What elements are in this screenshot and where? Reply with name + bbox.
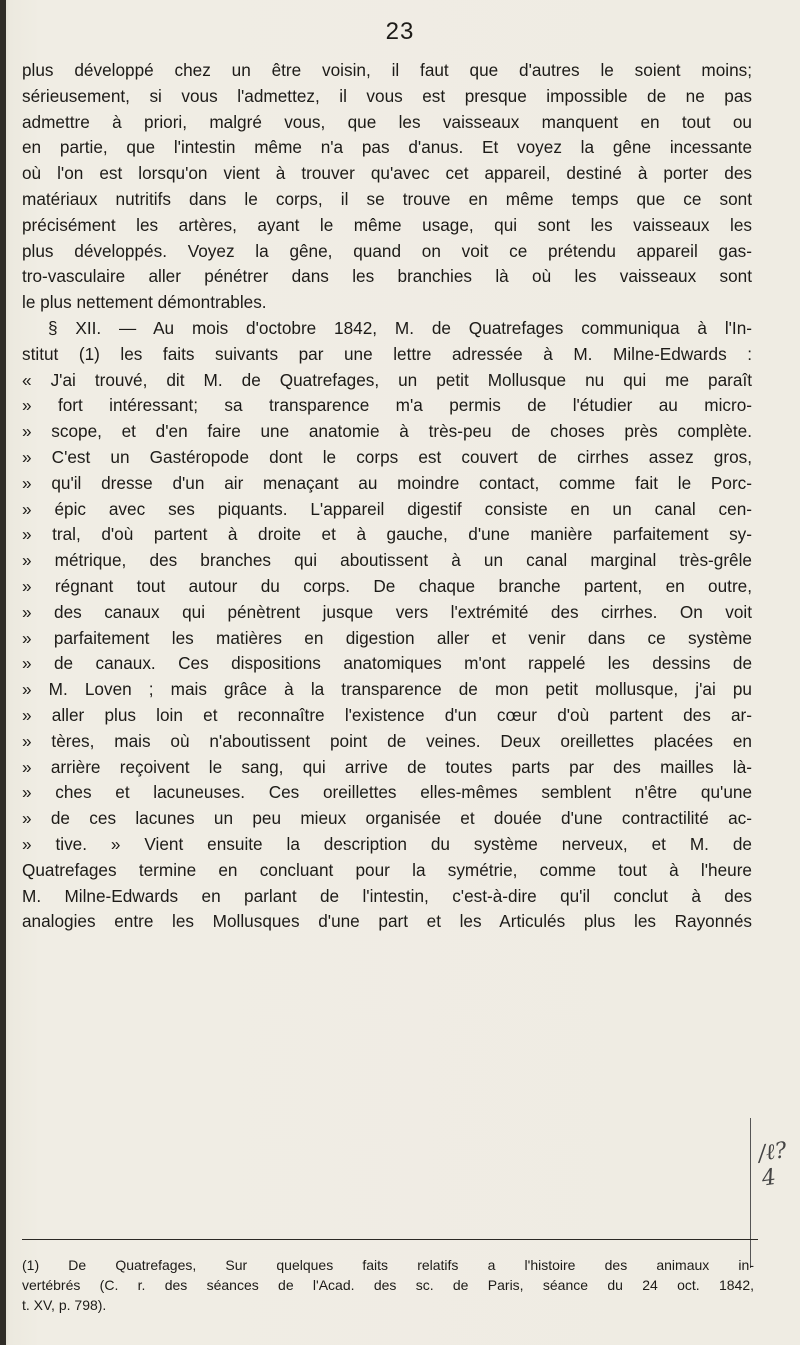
footnote-line: t. XV, p. 798).: [22, 1297, 107, 1313]
text-line: admettre à priori, malgré vous, que les vaisseaux manquent en tout ou: [22, 111, 752, 132]
quote-line: » tive. » Vient ensuite la description du système nerveux, et M. de: [22, 833, 752, 854]
quote-line: » des canaux qui pénètrent jusque vers l'extrémité des cirrhes. On voit: [22, 601, 752, 622]
quote-line: » fort intéressant; sa transparence m'a permis de l'étudier au micro-: [22, 395, 752, 416]
section-heading-line: § XII. — Au mois d'octobre 1842, M. de Quatrefages communiqua à l'In-: [48, 317, 752, 338]
quote-line: » C'est un Gastéropode dont le corps est couvert de cirrhes assez gros,: [22, 446, 752, 467]
text-line: matériaux nutritifs dans le corps, il se trouve en même temps que ce sont: [22, 188, 752, 209]
footnote: [22, 1255, 754, 1315]
text-line: en partie, que l'intestin même n'a pas d'anus. Et voyez la gêne incessante: [22, 137, 752, 158]
footnote-divider: [22, 1239, 758, 1240]
text-line: Quatrefages termine en concluant pour la symétrie, comme tout à l'heure: [22, 859, 752, 880]
text-line: où l'on est lorsqu'on vient à trouver qu'avec cet appareil, destiné à porter des: [22, 163, 752, 184]
quote-line: » ches et lacuneuses. Ces oreillettes elles-mêmes semblent n'être qu'une: [22, 782, 752, 803]
quote-line: » M. Loven ; mais grâce à la transparence de mon petit mollusque, j'ai pu: [22, 679, 752, 700]
quote-line: » métrique, des branches qui aboutissent à un canal marginal très-grêle: [22, 550, 752, 571]
quote-line: » aller plus loin et reconnaître l'existence d'un cœur d'où partent des ar-: [22, 704, 752, 725]
footnote-line: vertébrés (C. r. des séances de l'Acad. des sc. de Paris, séance du 24 oct. 1842,: [22, 1277, 754, 1293]
handwritten-margin-note: /ℓ?4: [756, 1138, 789, 1192]
text-line: sérieusement, si vous l'admettez, il vous est presque impossible de ne pas: [22, 85, 752, 106]
quote-line: » tères, mais où n'aboutissent point de veines. Deux oreillettes placées en: [22, 730, 752, 751]
quote-line: » parfaitement les matières en digestion aller et venir dans ce système: [22, 627, 752, 648]
quote-line: » de canaux. Ces dispositions anatomiques m'ont rappelé les dessins de: [22, 653, 752, 674]
quote-line: » qu'il dresse d'un air menaçant au moindre contact, comme fait le Porc-: [22, 472, 752, 493]
quote-line: « J'ai trouvé, dit M. de Quatrefages, un petit Mollusque nu qui me paraît: [22, 369, 752, 390]
quote-line: » de ces lacunes un peu mieux organisée et douée d'une contractilité ac-: [22, 808, 752, 829]
text-line: plus développé chez un être voisin, il faut que d'autres le soient moins;: [22, 60, 752, 80]
text-line: plus développés. Voyez la gêne, quand on voit ce prétendu appareil gas-: [22, 240, 752, 261]
margin-mark: [750, 1118, 751, 1268]
text-line: précisément les artères, ayant le même usage, qui sont les vaisseaux les: [22, 214, 752, 235]
text-line: M. Milne-Edwards en parlant de l'intestin, c'est-à-dire qu'il conclut à des: [22, 885, 752, 906]
quote-line: » épic avec ses piquants. L'appareil digestif consiste en un canal cen-: [22, 498, 752, 519]
quote-line: » régnant tout autour du corps. De chaque branche partent, en outre,: [22, 575, 752, 596]
quote-line: » arrière reçoivent le sang, qui arrive de toutes parts par des mailles là-: [22, 756, 752, 777]
text-line: le plus nettement démontrables.: [22, 292, 267, 313]
main-text: [22, 58, 752, 935]
footnote-line: (1) De Quatrefages, Sur quelques faits relatifs a l'histoire des animaux in-: [22, 1257, 754, 1273]
page-binding-edge: [0, 0, 6, 1345]
text-line: analogies entre les Mollusques d'une part et les Articulés plus les Rayonnés: [22, 911, 752, 932]
text-line: stitut (1) les faits suivants par une lettre adressée à M. Milne-Edwards :: [22, 343, 752, 364]
text-line: tro-vasculaire aller pénétrer dans les branchies là où les vaisseaux sont: [22, 266, 752, 287]
quote-line: » tral, d'où partent à droite et à gauche, d'une manière parfaitement sy-: [22, 524, 752, 545]
page-number: 23: [385, 18, 415, 45]
quote-line: » scope, et d'en faire une anatomie à très-peu de choses près complète.: [22, 421, 752, 442]
